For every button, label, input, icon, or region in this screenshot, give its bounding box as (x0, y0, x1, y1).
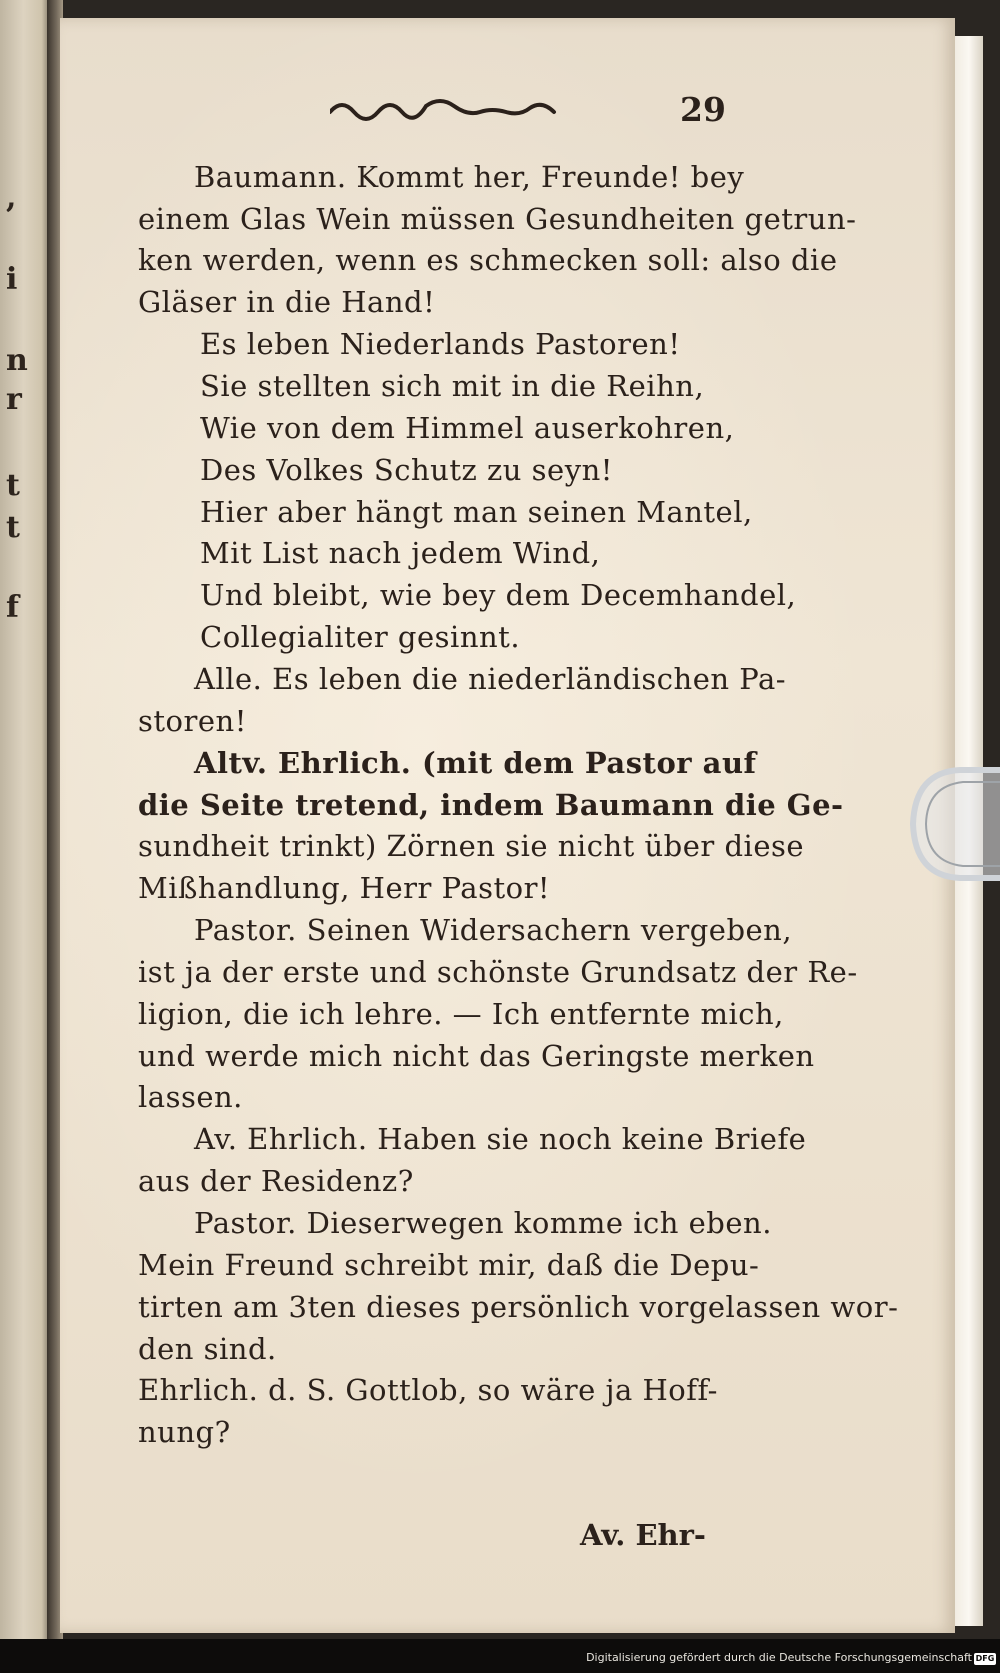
page-text (138, 18, 899, 1598)
text-line: sundheit trinkt) Zörnen sie nicht über diese (138, 829, 805, 863)
verse-line: Hier aber hängt man seinen Mantel, (200, 495, 753, 529)
dfg-logo: DFG (975, 1654, 995, 1663)
left-page-fragment: f (6, 590, 19, 625)
footer-bar (0, 1639, 1000, 1673)
text-line: Baumann. Kommt her, Freunde! bey (194, 160, 745, 194)
text-line: Mein Freund schreibt mir, daß die Depu- (138, 1248, 760, 1282)
page-number: 29 (680, 90, 726, 129)
text-line: Ehrlich. d. S. Gottlob, so wäre ja Hoff- (138, 1373, 718, 1407)
verse-line: Sie stellten sich mit in die Reihn, (200, 369, 705, 403)
catchword: Av. Ehr- (580, 1518, 706, 1552)
text-line: Mißhandlung, Herr Pastor! (138, 871, 551, 905)
verse-line: Es leben Niederlands Pastoren! (200, 327, 681, 361)
text-line: lassen. (138, 1080, 243, 1114)
text-line: aus der Residenz? (138, 1164, 414, 1198)
left-page-fragment: i (6, 262, 18, 297)
text-line: Av. Ehrlich. Haben sie noch keine Briefe (194, 1122, 807, 1156)
text-line: Alle. Es leben die niederländischen Pa- (194, 662, 787, 696)
book-page (60, 18, 955, 1633)
text-line: Pastor. Dieserwegen komme ich eben. (194, 1206, 772, 1240)
text-line: den sind. (138, 1332, 277, 1366)
funding-credit: Digitalisierung gefördert durch die Deutsche Forschungsgemeinschaft (586, 1651, 972, 1664)
verse-line: Collegialiter gesinnt. (200, 620, 521, 654)
left-page-fragment: t (6, 468, 20, 503)
text-line: tirten am 3ten dieses persönlich vorgelassen wor- (138, 1290, 899, 1324)
text-line: storen! (138, 704, 247, 738)
verse-line: Und bleibt, wie bey dem Decemhandel, (200, 578, 797, 612)
text-line: ligion, die ich lehre. — Ich entfernte mich, (138, 997, 784, 1031)
text-line: ken werden, wenn es schmecken soll: also die (138, 243, 838, 277)
text-line: die Seite tretend, indem Baumann die Ge- (138, 788, 844, 822)
text-line: nung? (138, 1415, 231, 1449)
text-line: Altv. Ehrlich. (mit dem Pastor auf (194, 746, 757, 780)
left-page-fragment: , (6, 180, 17, 215)
text-line: einem Glas Wein müssen Gesundheiten getrun- (138, 202, 857, 236)
text-line: und werde mich nicht das Geringste merken (138, 1039, 815, 1073)
text-line: Pastor. Seinen Widersachern vergeben, (194, 913, 793, 947)
left-page-fragment: r (6, 382, 22, 417)
text-line: ist ja der erste und schönste Grundsatz der Re- (138, 955, 858, 989)
left-page-fragment: n (6, 343, 28, 378)
verse-line: Wie von dem Himmel auserkohren, (200, 411, 735, 445)
page-clip (905, 760, 1000, 888)
left-facing-page (0, 0, 52, 1640)
verse-line: Des Volkes Schutz zu seyn! (200, 453, 613, 487)
left-page-fragment: t (6, 510, 20, 545)
text-line: Gläser in die Hand! (138, 285, 436, 319)
verse-line: Mit List nach jedem Wind, (200, 536, 601, 570)
